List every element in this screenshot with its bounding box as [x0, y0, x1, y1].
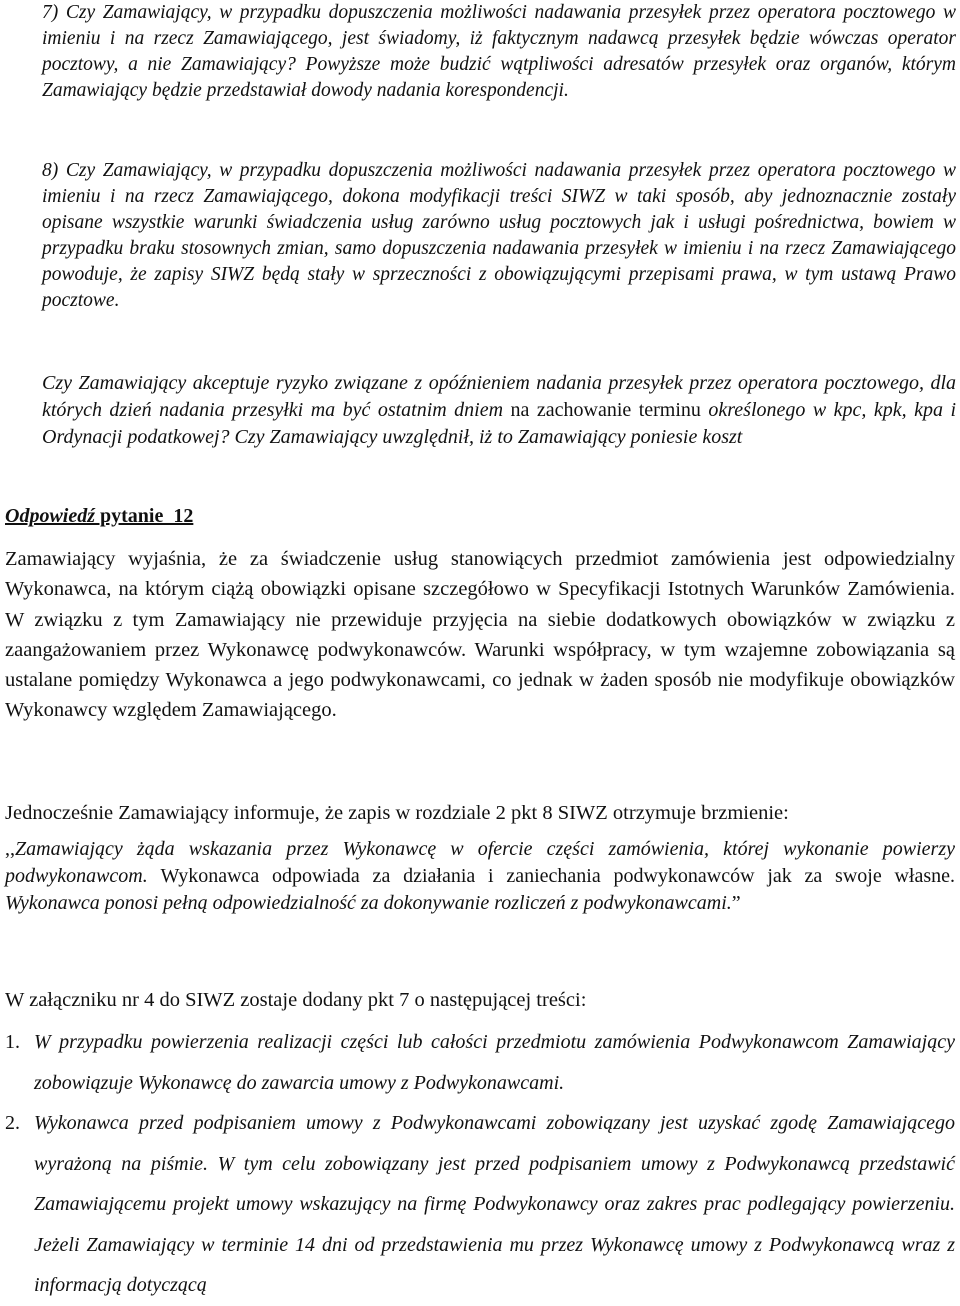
question-8 [42, 158, 956, 314]
quote-part-a: Zamawiający żąda wskazania przez Wykonawcę w ofercie części zamówienia, której wykonanie powierzy podwykonawcom. [5, 838, 955, 887]
quote-close-mark: ” [731, 892, 741, 914]
answer-heading [5, 505, 193, 528]
list-item-number: 1. [5, 1031, 20, 1053]
answer-heading-italic: Odpowiedź [5, 505, 95, 527]
question-8-continuation [42, 370, 956, 451]
list-item-number: 2. [5, 1112, 20, 1134]
quote-open-mark: ,, [5, 838, 15, 860]
question-8-continuation-c: określonego w kpc, kpk, kpa i Ordynacji podatkowej? Czy Zamawiający uwzględnił, iż to Zamawiający poniesie koszt [42, 399, 957, 448]
annex-point-list [5, 1022, 955, 1306]
list-item [5, 1103, 955, 1306]
answer-quote [5, 836, 955, 917]
list-item [5, 1022, 955, 1103]
list-item-text: W przypadku powierzenia realizacji części lub całości przedmiotu zamówienia Podwykonawcom Zamawiający zobowiązuje Wykonawcę do zawarcia umowy z Podwykonawcami. [34, 1031, 955, 1094]
answer-paragraph-1: Zamawiający wyjaśnia, że za świadczenie usług stanowiących przedmiot zamówienia jest odpowiedzialny Wykonawca, na którym ciążą obowiązki opisane szczegółowo w Specyfikacji Istotnych Warunków Zamówienia. W związku z tym Zamawiający nie przewiduje przyjęcia na siebie dodatkowych obowiązków w związku z zaangażowaniem przez Wykonawcę podwykonawców. Warunki współpracy, w tym wzajemne zobowiązania są ustalane pomiędzy Wykonawca a jego podwykonawcami, co jednak w żaden sposób nie modyfikuje obowiązków Wykonawcy względem Zamawiającego. [5, 548, 955, 722]
question-8-text: Czy Zamawiający, w przypadku dopuszczenia możliwości nadawania przesyłek przez operatora pocztowego w imieniu i na rzecz Zamawiającego, dokona modyfikacji treści SIWZ w taki sposób, aby jednoznacznie zostały opisane wszystkie warunki świadczenia usług zarówno usług pocztowych jak i usługi pośrednictwa, bowiem w przypadku braku stosownych zmian, samo dopuszczenia nadawania przesyłek w imieniu i na rzecz Zamawiającego powoduje, że zapisy SIWZ będą stały w sprzeczności z obowiązującymi przepisami prawa, w tym ustawą Prawo pocztowe. [42, 160, 956, 311]
question-7 [42, 0, 956, 104]
list-item-text: Wykonawca przed podpisaniem umowy z Podwykonawcami zobowiązany jest uzyskać zgodę Zamawiającego wyrażoną na piśmie. W tym celu zobowiązany jest przed podpisaniem umowy z Podwykonawcą przedstawić Zamawiającemu projekt umowy wskazujący na firmę Podwykonawcy oraz zakres prac podlegający powierzeniu. Jeżeli Zamawiający w terminie 14 dni od przedstawienia mu przez Wykonawcę umowy z Podwykonawcą wraz z informacją dotyczącą [34, 1112, 955, 1296]
question-7-number: 7) [42, 2, 59, 23]
answer-paragraph-2: Jednocześnie Zamawiający informuje, że zapis w rozdziale 2 pkt 8 SIWZ otrzymuje brzmienie: [5, 802, 789, 824]
question-7-text: Czy Zamawiający, w przypadku dopuszczenia możliwości nadawania przesyłek przez operatora pocztowego w imieniu i na rzecz Zamawiającego, jest świadomy, iż faktycznym nadawcą przesyłek będzie wówczas operator pocztowy, a nie Zamawiający? Powyższe może budzić wątpliwości adresatów przesyłek oraz organów, którym Zamawiający będzie przedstawiał dowody nadania korespondencji. [42, 2, 956, 101]
quote-part-c: Wykonawca ponosi pełną odpowiedzialność za dokonywanie rozliczeń z podwykonawcami. [5, 892, 732, 914]
question-8-number: 8) [42, 160, 59, 181]
quote-part-b: Wykonawca odpowiada za działania i zaniechania podwykonawców jak za swoje własne. [160, 865, 955, 887]
question-8-continuation-a: Czy Zamawiający akceptuje ryzyko związane z opóźnieniem nadania przesyłek przez operatora pocztowego, dla których dzień nadania przesyłki ma być ostatnim dniem [42, 372, 956, 421]
question-8-continuation-b: na zachowanie terminu [503, 399, 709, 421]
answer-paragraph-4: W załączniku nr 4 do SIWZ zostaje dodany pkt 7 o następującej treści: [5, 989, 587, 1011]
answer-heading-plain: pytanie 12 [95, 505, 194, 527]
